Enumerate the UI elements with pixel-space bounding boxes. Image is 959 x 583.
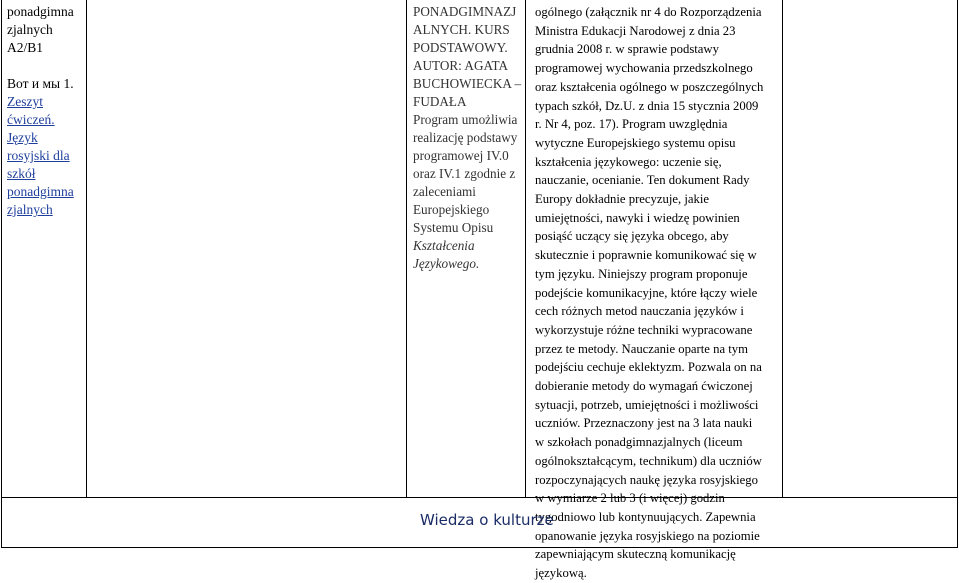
link-line[interactable]: ponadgimna [7, 184, 74, 199]
text-line: tym języku. Niniejszy program proponuje [535, 266, 748, 281]
text-line: FUDAŁA [413, 94, 467, 109]
text-line: w szkołach ponadgimnazjalnych (liceum [535, 435, 743, 450]
text-line: BUCHOWIECKA – [413, 76, 522, 91]
link-line[interactable]: ćwiczeń. [7, 112, 55, 127]
text-line: Вот и мы 1. [7, 76, 74, 91]
link-line[interactable]: Język [7, 130, 38, 145]
text-line: umiejętności, nawyki i wiedzę powinien [535, 210, 740, 225]
text-line: rozpoczynających naukę języka rosyjskiego [535, 472, 758, 487]
link-line[interactable]: Zeszyt [7, 94, 43, 109]
text-line: kształcenia językowego: uczenie się, [535, 154, 722, 169]
text-line: r. Nr 4, poz. 17). Program uwzględnia [535, 117, 728, 132]
text-line: zjalnych [7, 22, 53, 37]
text-line: typach szkół, Dz.U. z dnia 15 stycznia 2009 [535, 98, 759, 113]
text-line: Europy dokładnie precyzuje, jakie [535, 192, 710, 207]
link-line[interactable]: zjalnych [7, 202, 53, 217]
italic-text-line: Kształcenia [413, 238, 475, 253]
text-line: tygodniowo lub kontynuujących. Zapewnia [535, 509, 756, 524]
textbook-info [2, 0, 86, 219]
text-line: Europejskiego [413, 202, 490, 217]
text-line: wykorzystuje różne techniki wypracowane [535, 322, 753, 337]
text-line: oraz kształcenia ogólnego w poszczególnych [535, 79, 764, 94]
text-line: sytuacji, potrzeb, umiejętności i możliwości [535, 397, 759, 412]
text-line: PODSTAWOWY. [413, 40, 508, 55]
text-line: Program umożliwia [413, 112, 518, 127]
spacer [7, 57, 86, 75]
text-line: dobieranie metody do wymagań ćwiczonej [535, 379, 753, 394]
section-heading: Wiedza o kulturze [420, 511, 554, 529]
text-line: A2/B1 [7, 40, 44, 55]
table-cell-empty [86, 0, 407, 498]
text-line: zaleceniami [413, 184, 476, 199]
text-line: realizację podstawy [413, 130, 518, 145]
text-line: językową. [535, 566, 587, 581]
text-line: podejście komunikacyjne, które łączy wiele [535, 285, 758, 300]
text-line: grudnia 2008 r. w sprawie podstawy [535, 42, 719, 57]
table-cell-textbook [1, 0, 87, 498]
text-line: AUTOR: AGATA [413, 58, 509, 73]
text-line: posiąść uczący się języka obcego, aby [535, 229, 729, 244]
italic-text-line: Językowego. [413, 256, 480, 271]
curriculum-paragraph [525, 0, 782, 583]
text-line: opanowanie języka rosyjskiego na poziomie [535, 528, 760, 543]
text-line: oraz IV.1 zgodnie z [413, 166, 516, 181]
text-line: nauczanie, ocenianie. Ten dokument Rady [535, 173, 750, 188]
text-line: zapewniającym skuteczną komunikację [535, 547, 736, 562]
text-line: ponadgimna [7, 4, 74, 19]
text-line: PONADGIMNAZJ [413, 4, 517, 19]
table-cell-program [406, 0, 526, 498]
link-line[interactable]: rosyjski dla [7, 148, 70, 163]
text-line: cech różnych metod nauczania języków i [535, 304, 744, 319]
text-line: programowej wychowania przedszkolnego [535, 61, 753, 76]
text-line: wytyczne Europejskiego systemu opisu [535, 135, 736, 150]
text-line: programowej IV.0 [413, 148, 509, 163]
table-cell-empty-right [782, 0, 958, 498]
link-line[interactable]: szkół [7, 166, 36, 181]
program-description [406, 0, 525, 273]
text-line: Systemu Opisu [413, 220, 494, 235]
table-cell-curriculum [525, 0, 783, 581]
text-line: Ministra Edukacji Narodowej z dnia 23 [535, 23, 736, 38]
section-footer-row [1, 497, 958, 548]
text-line: przez te metody. Nauczanie oparte na tym [535, 341, 748, 356]
text-line: ogólnokształcącym, technikum) dla uczniów [535, 453, 762, 468]
text-line: podejściu cechuje eklektyzm. Pozwala on na [535, 360, 762, 375]
text-line: ALNYCH. KURS [413, 22, 510, 37]
text-line: ogólnego (załącznik nr 4 do Rozporządzenia [535, 5, 762, 19]
text-line: w wymiarze 2 lub 3 (i więcej) godzin [535, 491, 725, 506]
text-line: uczniów. Przeznaczony jest na 3 lata nauki [535, 416, 753, 431]
text-line: skutecznie i poprawnie komunikować się w [535, 248, 757, 263]
